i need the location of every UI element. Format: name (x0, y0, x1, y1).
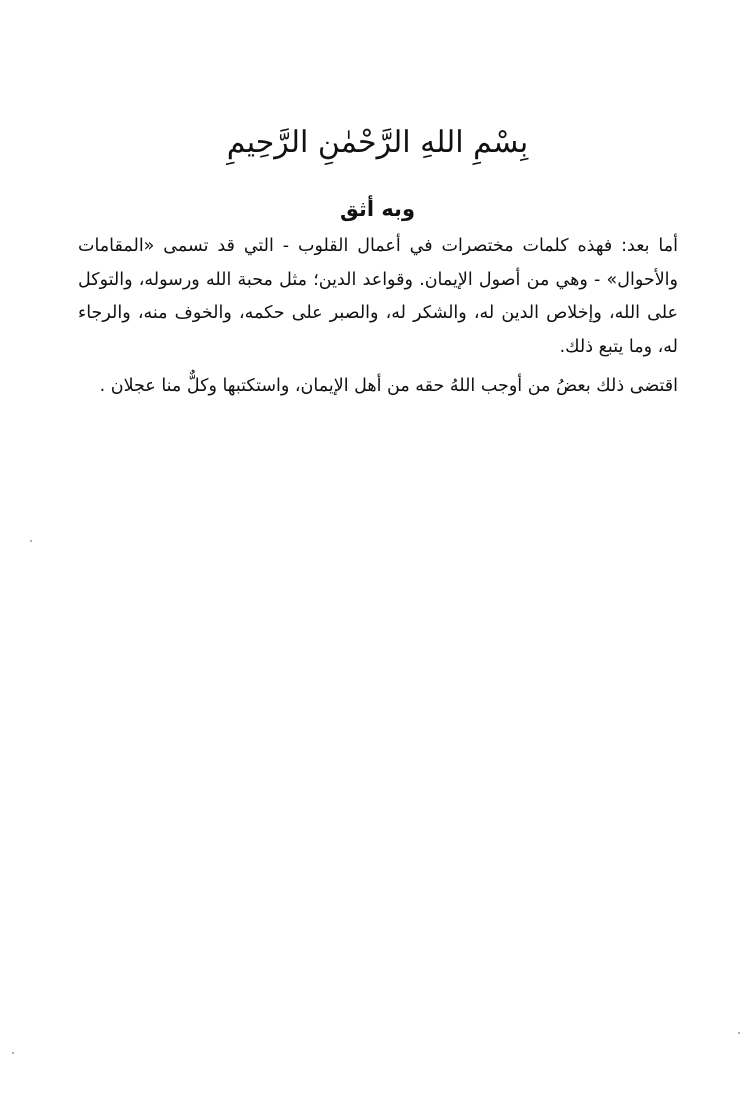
scan-speck (30, 540, 32, 542)
scan-speck (12, 1052, 14, 1054)
heading: وبه أثق (340, 197, 415, 221)
paragraph-1: أما بعد: فهذه كلمات مختصرات في أعمال القلوب - التي قد تسمى «المقامات والأحوال» - وهي من أصول الإيمان. وقواعد الدين؛ مثل محبة الله ورسوله، والتوكل على الله، وإخلاص الدين له، والشكر له، والصبر على حكمه، والخوف منه، والرجاء له، وما يتبع ذلك. (78, 236, 678, 357)
body-text (78, 230, 678, 404)
paragraph-2: اقتضى ذلك بعضُ من أوجب اللهُ حقه من أهل الإيمان، واستكتبها وكلٌّ منا عجلان . (99, 376, 678, 396)
basmala: بِسْمِ اللهِ الرَّحْمٰنِ الرَّحِيمِ (226, 125, 529, 160)
scan-speck (738, 1032, 740, 1034)
